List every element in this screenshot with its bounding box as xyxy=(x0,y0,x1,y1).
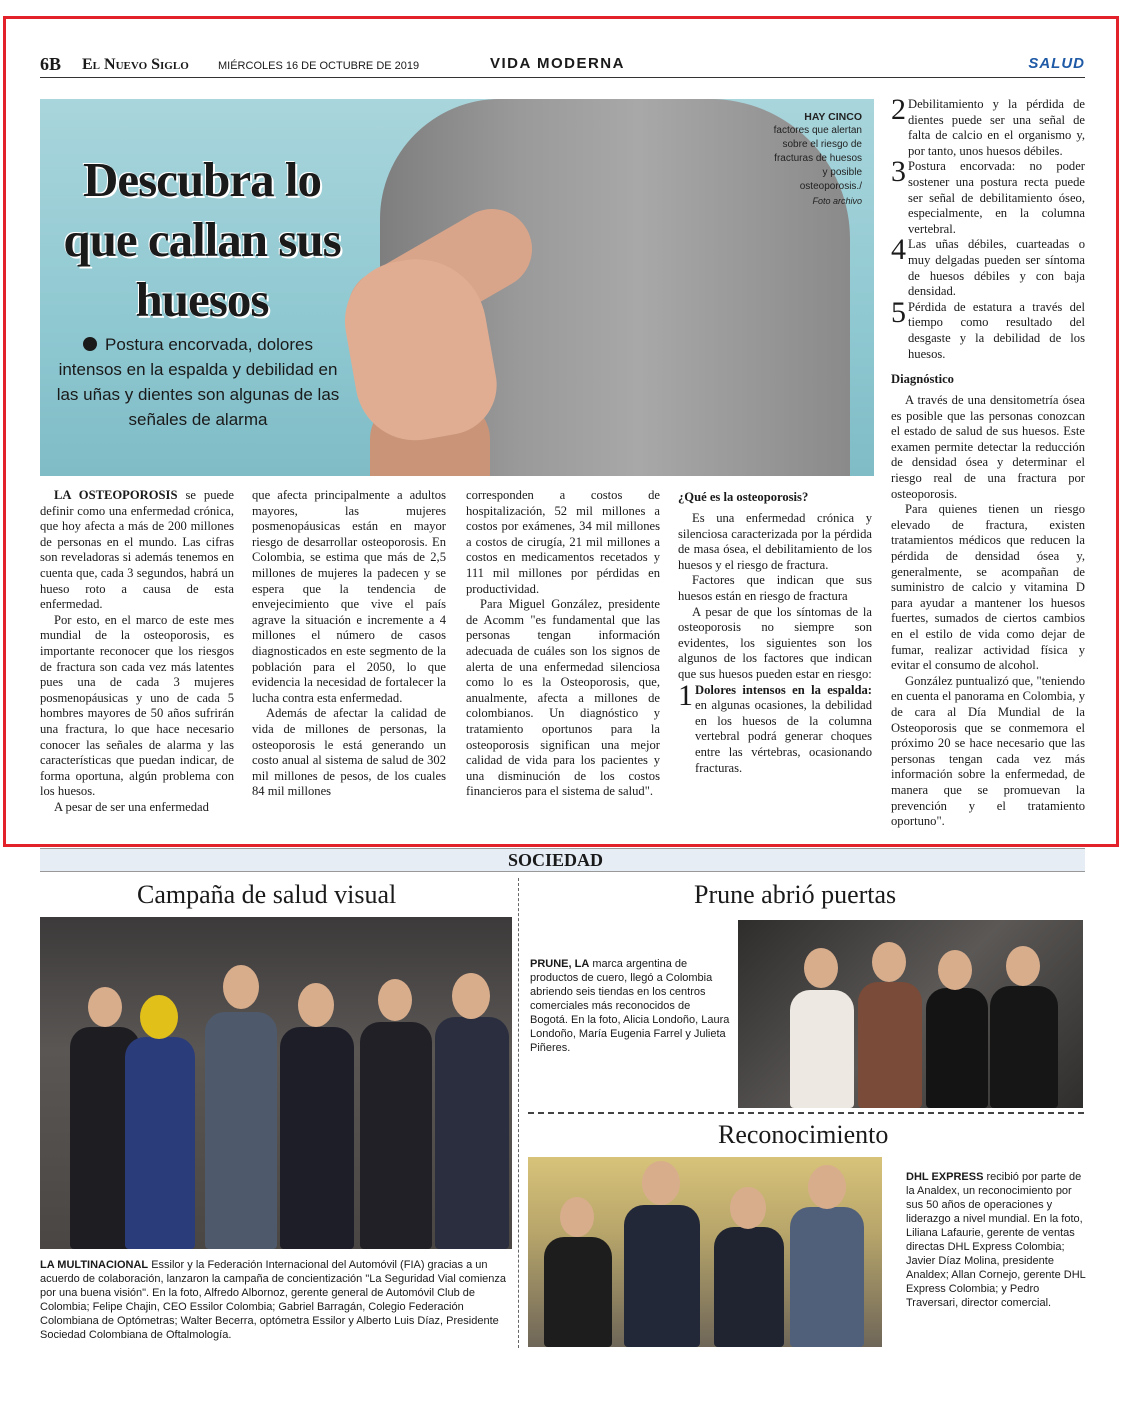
article-column-1: LA OSTEOPOROSIS se puede definir como una enfermedad crónica, que hoy afecta a más de 200 millones de personas en el mundo. Las cifras son reveladoras si además tenemos en cuenta que, cada 3 segundos, habrá un hueso roto a causa de esta enfermedad. Por esto, en el marco de este mes mundial de la osteoporosis, es importante reconocer que los riesgos de fractura son cada vez más latentes pues una de cada 3 mujeres posmenopáusicas y uno de cada 5 hombres mayores de 50 años sufrirán una fractura, lo que hace necesario conocer las señales de alarma y las características que puedan indicar, de forma oportuna, algún problema con los huesos. A pesar de ser una enfermedad xyxy=(40,488,234,814)
photo-caption xyxy=(770,110,862,208)
factor-item: 5 Pérdida de estatura a través del tiempo como resultado del desgaste y la debilidad de los huesos. xyxy=(891,295,1085,361)
paragraph: Es una enfermedad crónica y silenciosa caracterizada por la pérdida de masa ósea, el debilitamiento de los huesos y el riesgo de fractura. xyxy=(678,511,872,572)
prune-caption: PRUNE, LA marca argentina de productos de cuero, llegó a Colombia abriendo seis tiendas en los centros comerciales más reconocidos de Bogotá. En la foto, Alicia Londoño, Laura Londoño, María Eugenia Farrel y Julieta Piñeres. xyxy=(530,958,730,1054)
bullet-icon xyxy=(83,337,97,351)
reconocimiento-caption: DHL EXPRESS recibió por parte de la Analdex, un reconocimiento por sus 50 años de operaciones y liderazgo a nivel mundial. En la foto, Liliana Lafaurie, gerente de ventas directas DHL Express Colombia; Javier Díaz Molina, presidente Analdex; Allan Cornejo, gerente DHL Express Colombia; y Pedro Traversari, director comercial. xyxy=(906,1171,1086,1309)
section-title: VIDA MODERNA xyxy=(490,55,625,72)
paragraph: Factores que indican que sus huesos están en riesgo de fractura xyxy=(678,573,872,603)
caption-head: HAY CINCO xyxy=(804,111,862,123)
sociedad-label: SOCIEDAD xyxy=(508,850,604,870)
campana-caption: LA MULTINACIONAL Essilor y la Federación Internacional del Automóvil (FIA) gracias a un acuerdo de colaboración, lanzaron la campaña de concientización "La Seguridad Vial comienza por una buena visión". En la foto, Alfredo Albornoz, gerente general de Automóvil Club de Colombia; Felipe Chajin, CEO Essilor Colombia; Gabriel Barragán, Colegio Federación Colombiana de Optómetras; Walter Becerra, optómetra Essilor y Alberto Luis Díaz, Presidente Sociedad Colombiana de Oftalmología. xyxy=(40,1259,507,1341)
page-number: 6B xyxy=(40,54,62,74)
article-column-4 xyxy=(678,488,872,776)
paragraph: Además de afectar la calidad de vida de millones de personas, la osteoporosis le está generando un costo anual al sistema de salud de 302 mil millones de pesos, de los cuales 84 mil millones xyxy=(252,706,446,799)
paragraph: corresponden a costos de hospitalización, 52 mil millones a costos por exámenes, 34 mil millones a costos de cirugía, 21 mil millones a costos en medicamentos recetados y 111 mil millones por pérdidas en productividad. xyxy=(466,488,660,596)
paragraph: Por esto, en el marco de este mes mundial de la osteoporosis, es importante reconocer que los riesgos de fractura son cada vez más latentes pues una de cada 3 mujeres posmenopáusicas y uno de cada 5 hombres mayores de 50 años sufrirán una fractura, lo que hace necesario conocer las señales de alarma y las características que puedan indicar, de forma oportuna, algún problema con los huesos. xyxy=(40,612,234,799)
factor-item: 1 Dolores intensos en la espalda: en algunas ocasiones, la debilidad en los huesos de la columna vertebral podrá generar choques entre las vértebras, ocasionando fracturas. xyxy=(678,678,872,775)
paragraph: A pesar de que los síntomas de la osteoporosis no siempre son evidentes, los siguientes son los algunos de los factores que indican que sus huesos pueden estar en riesgo: xyxy=(678,604,872,681)
lead-in: LA OSTEOPOROSIS xyxy=(54,488,178,502)
prune-title: Prune abrió puertas xyxy=(694,880,897,909)
headline: Descubra lo que callan sus huesos xyxy=(63,152,341,327)
prune-photo xyxy=(738,920,1083,1108)
caption-credit: Foto archivo xyxy=(812,196,862,206)
campana-title: Campaña de salud visual xyxy=(137,880,397,909)
newspaper-name: El Nuevo Siglo xyxy=(82,56,189,73)
factor-item: 4 Las uñas débiles, cuarteadas o muy delgadas pueden ser síntoma de huesos débiles y con baja densidad. xyxy=(891,233,1085,299)
paragraph: que afecta principalmente a adultos mayores, las mujeres posmenopáusicas están en mayor riesgo de desarrollar osteoporosis. En Colombia, se estima que más de 2,5 millones de mujeres la padecen y se espera que la tendencia de envejecimiento que vive el país agrave la situación e incremente a 4 millones el número de casos diagnosticados en este segmento de la población para el 2050, lo que evidencia la necesidad de fortalecer la lucha contra esta enfermedad. xyxy=(252,488,446,705)
reconocimiento-title: Reconocimiento xyxy=(718,1120,889,1149)
factor-item: 2 Debilitamiento y la pérdida de dientes puede ser una señal de falta de calcio en el organismo y, por tanto, unos huesos débiles. xyxy=(891,93,1085,158)
factor-item: 3 Postura encorvada: no poder sostener una postura recta puede ser señal de debilitamiento óseo, especialmente, en la columna vertebral. xyxy=(891,155,1085,236)
article-column-5 xyxy=(891,93,1085,830)
reconocimiento-photo xyxy=(528,1157,882,1347)
issue-date: MIÉRCOLES 16 DE OCTUBRE DE 2019 xyxy=(218,60,420,72)
paragraph: Para Miguel González, presidente de Acomm "es fundamental que las personas tengan información adecuada de cuáles son los signos de alerta de una enfermedad silenciosa como lo es la Osteoporosis, que, anualmente, afecta a millones de colombianos. Un diagnóstico y tratamiento oportunos para la osteoporosis significan una mejor calidad de vida para los pacientes y una disminución de los costos financieros para el sistema de salud". xyxy=(466,597,660,799)
article-column-3 xyxy=(466,488,660,800)
subheadline: Postura encorvada, dolores intensos en la espalda y debilidad en las uñas y dientes son algunas de las señales de alarma xyxy=(56,335,340,429)
paragraph: González puntualizó que, "teniendo en cuenta el panorama en Colombia, y de cara al Día Mundial de la Osteoporosis que se conmemora el próximo 20 se hace necesario que las personas tengan cada vez más información sobre la enfermedad, de manera que se promuevan la prevención y el tratamiento oportuno". xyxy=(891,673,1085,829)
column-separator xyxy=(518,878,519,1348)
section-tag: SALUD xyxy=(1028,55,1085,72)
subheading: ¿Qué es la osteoporosis? xyxy=(678,490,809,504)
paragraph: A pesar de ser una enfermedad xyxy=(54,799,209,814)
paragraph: A través de una densitometría ósea es posible que las personas conozcan el estado de salud de sus huesos. Este examen permite detectar la reducción de densidad ósea y determinar el riesgo real de una fractura por osteoporosis. xyxy=(891,393,1085,501)
page-header xyxy=(40,52,1085,78)
paragraph: Para quienes tienen un riesgo elevado de fractura, existen tratamientos médicos que reducen la pérdida de densidad ósea y, generalmente, se acompañan de suministro de calcio y vitamina D para ayudar a mantener los huesos fuertes, sumados de ciertos cambios en el estilo de vida como dejar de fumar, realizar actividad física y evitar el consumo de alcohol. xyxy=(891,502,1085,673)
campana-photo xyxy=(40,917,512,1249)
caption-text: factores que alertan sobre el riesgo de fracturas de huesos y posible osteoporosis./ xyxy=(773,125,862,192)
article-column-2 xyxy=(252,488,446,800)
subheading: Diagnóstico xyxy=(891,372,954,387)
story-separator xyxy=(528,1112,1084,1114)
